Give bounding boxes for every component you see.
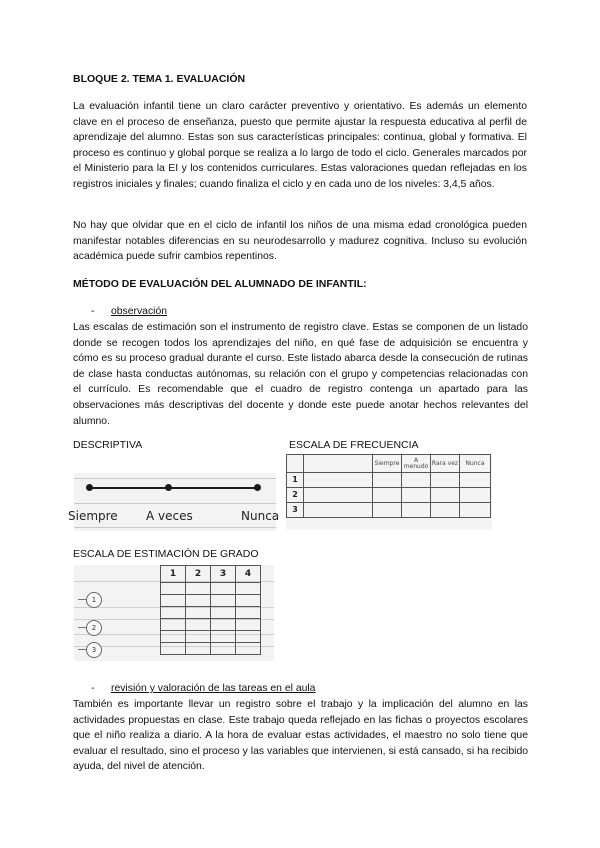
scale-label-sometimes: A veces <box>146 509 193 523</box>
scale-point-start <box>86 484 93 491</box>
descriptive-label: DESCRIPTIVA <box>73 439 143 451</box>
grade-col-header: 1 <box>161 566 186 583</box>
review-paragraph: También es importante llevar un registro sobre el trabajo y la implicación del alumno en las actividades propuestas en clase. Este trabajo queda reflejado en las fichas o proyectos escolares que el niño realiza a diario. A la hora de evaluar estas actividades, el maestro no solo tiene que evaluar el resultado, sino el proceso y las variables que intervienen, si está cansado, si ha recibido ayuda, del nivel de atención. <box>73 699 528 773</box>
bullet-observation <box>91 306 291 320</box>
grade-label: ESCALA DE ESTIMACIÓN DE GRADO <box>73 548 259 560</box>
bullet-review-label: revisión y valoración de las tareas en el aula <box>111 683 316 694</box>
scale-axis <box>89 487 259 489</box>
bullet-observation-label: observación <box>111 306 168 317</box>
bullet-dash: - <box>91 306 95 317</box>
second-paragraph: No hay que olvidar que en el ciclo de infantil los niños de una misma edad cronológica pueden manifestar notables diferencias en su neurodesarrollo y madurez cognitiva. Incluso su evolución académica puede sufrir cambios repentinos. <box>73 220 527 263</box>
frequency-row-number: 2 <box>287 488 304 503</box>
bullet-review <box>91 683 391 697</box>
grade-col-header: 3 <box>211 566 236 583</box>
frequency-row <box>287 488 491 503</box>
frequency-col-header: Nunca <box>460 455 491 473</box>
scale-point-middle <box>165 484 172 491</box>
frequency-corner-cell <box>287 455 304 473</box>
frequency-item-header <box>304 455 373 473</box>
frequency-row <box>287 503 491 518</box>
frequency-col-header: A menudo <box>402 455 431 473</box>
frequency-col-header: Rara vez <box>431 455 460 473</box>
grade-col-header: 2 <box>186 566 211 583</box>
grade-row-circle: 2 <box>86 620 102 636</box>
intro-paragraph: La evaluación infantil tiene un claro carácter preventivo y orientativo. Es además un elemento clave en el proceso de enseñanza, puesto que permite ajustar la respuesta educativa al perfil de aprendizaje del alumno. Estas son sus características principales: continua, global y formativa. El proceso es continuo y global porque se realiza a lo largo de todo el ciclo. Generales marcados por el Ministerio para la EI y los contenidos curriculares. Estas valoraciones quedan reflejadas en los registros iniciales y finales; cuando finaliza el ciclo y en cada uno de los niveles: 3,4,5 años. <box>73 101 527 190</box>
grade-table <box>160 565 261 655</box>
grade-table-figure <box>74 565 274 661</box>
method-heading: MÉTODO DE EVALUACIÓN DEL ALUMNADO DE INFANTIL: <box>73 278 367 290</box>
page-title: BLOQUE 2. TEMA 1. EVALUACIÓN <box>73 73 246 85</box>
grade-col-header: 4 <box>236 566 261 583</box>
frequency-table <box>286 454 491 518</box>
frequency-table-figure <box>286 454 492 530</box>
observation-paragraph: Las escalas de estimación son el instrumento de registro clave. Estas se componen de un listado donde se recogen todos los aprendizajes del niño, en qué fase de adquisición se encuentra y cómo es su proceso gradual durante el curso. Este listado abarca desde la consecución de rutinas de clase hasta conductas autónomas, su relación con el grupo y competencias relacionadas con el currículo. Es recomendable que el cuadro de registro contenga un apartado para las observaciones más descriptivas del docente y donde este puede anotar hechos relevantes del alumno. <box>73 322 528 427</box>
grade-row-circle: 3 <box>86 642 102 658</box>
grade-row-circle: 1 <box>86 592 102 608</box>
bullet-dash: - <box>91 683 95 694</box>
scale-label-never: Nunca <box>241 509 280 523</box>
scale-point-end <box>254 484 261 491</box>
frequency-row-number: 1 <box>287 473 304 488</box>
frequency-col-header: Siempre <box>373 455 402 473</box>
frequency-label: ESCALA DE FRECUENCIA <box>289 439 419 451</box>
frequency-row <box>287 473 491 488</box>
scale-label-always: Siempre <box>68 509 118 523</box>
frequency-row-number: 3 <box>287 503 304 518</box>
descriptive-scale-figure <box>68 473 280 531</box>
